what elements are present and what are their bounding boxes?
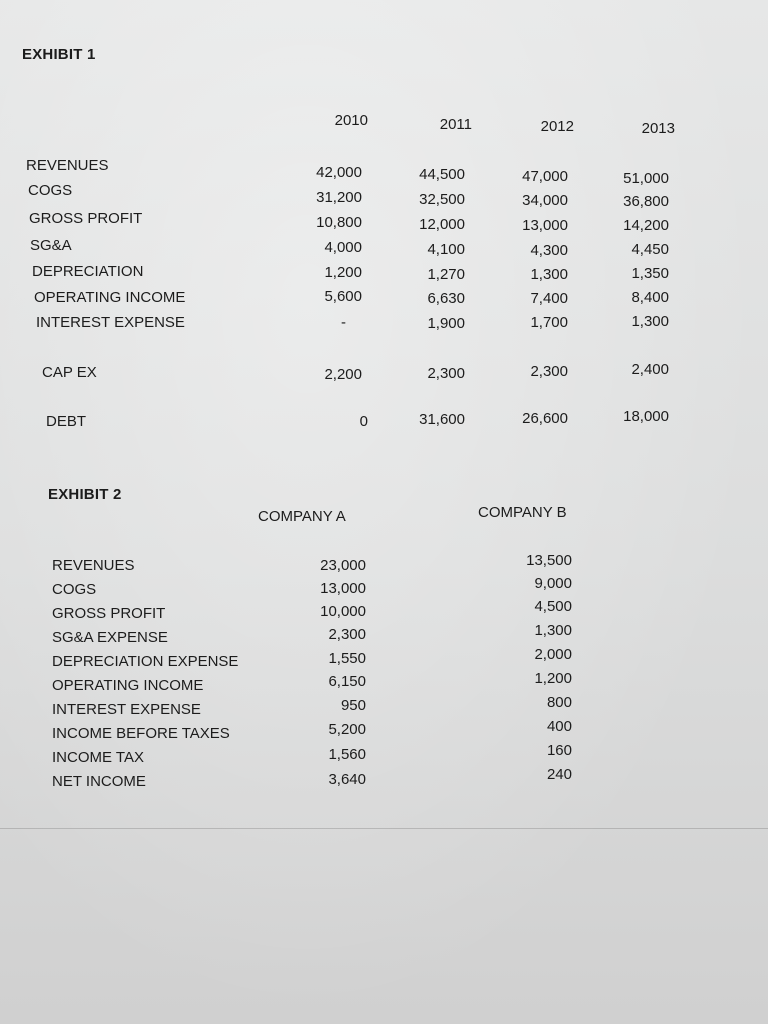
ex1-cell: 31,200	[316, 189, 362, 206]
ex1-cell: -	[341, 314, 346, 331]
ex1-row-label: COGS	[28, 182, 73, 199]
ex1-cell: 1,300	[631, 313, 669, 330]
ex1-cell: 8,400	[631, 289, 669, 306]
exhibit-2-title: EXHIBIT 2	[48, 486, 122, 503]
ex1-cell: 1,300	[530, 266, 568, 283]
company-a-cell: 1,550	[328, 650, 366, 667]
debt-cell: 18,000	[623, 408, 669, 425]
ex2-row-label: OPERATING INCOME	[52, 677, 204, 694]
ex2-row-label: GROSS PROFIT	[52, 605, 166, 622]
ex2-row-label: INCOME BEFORE TAXES	[52, 725, 230, 742]
ex1-cell: 1,350	[631, 265, 669, 282]
debt-cell: 31,600	[419, 411, 465, 428]
company-b-cell: 9,000	[534, 575, 572, 592]
company-a-header: COMPANY A	[258, 508, 346, 525]
ex1-cell: 1,900	[427, 315, 465, 332]
company-a-cell: 2,300	[328, 626, 366, 643]
ex2-row-label: NET INCOME	[52, 773, 146, 790]
company-b-cell: 13,500	[526, 552, 572, 569]
company-b-cell: 400	[546, 718, 572, 735]
ex1-cell: 7,400	[530, 290, 568, 307]
debt-cell: 0	[359, 413, 368, 430]
ex1-row-label: GROSS PROFIT	[29, 210, 143, 227]
ex1-row-label: SG&A	[30, 237, 72, 254]
ex2-row-label: COGS	[52, 581, 97, 598]
company-a-cell: 23,000	[320, 557, 366, 574]
company-a-cell: 950	[340, 697, 366, 714]
company-a-cell: 3,640	[328, 771, 366, 788]
company-b-cell: 2,000	[534, 646, 572, 663]
ex1-cell: 47,000	[522, 168, 568, 185]
company-b-cell: 240	[546, 766, 572, 783]
ex2-row-label: SG&A EXPENSE	[52, 629, 168, 646]
ex2-row-label: REVENUES	[52, 557, 135, 574]
company-a-cell: 5,200	[328, 721, 366, 738]
ex1-cell: 32,500	[419, 191, 465, 208]
ex1-cell: 34,000	[522, 192, 568, 209]
capex-cell: 2,300	[530, 363, 568, 380]
ex2-row-label: DEPRECIATION EXPENSE	[52, 653, 239, 670]
ex1-cell: 4,450	[631, 241, 669, 258]
company-a-cell: 1,560	[328, 746, 366, 763]
ex1-cell: 12,000	[419, 216, 465, 233]
debt-label: DEBT	[46, 413, 87, 430]
ex1-cell: 13,000	[522, 217, 568, 234]
ex1-cell: 4,100	[427, 241, 465, 258]
ex1-cell: 42,000	[316, 164, 362, 181]
ex2-row-label: INCOME TAX	[52, 749, 144, 766]
debt-cell: 26,600	[522, 410, 568, 427]
company-a-cell: 13,000	[320, 580, 366, 597]
ex1-row-label: OPERATING INCOME	[34, 289, 186, 306]
ex1-cell: 44,500	[419, 166, 465, 183]
company-b-cell: 800	[546, 694, 572, 711]
paper-fold-line	[0, 828, 768, 829]
company-b-cell: 1,300	[534, 622, 572, 639]
ex1-row-label: INTEREST EXPENSE	[36, 314, 185, 331]
company-a-cell: 6,150	[328, 673, 366, 690]
year-header: 2012	[540, 118, 574, 135]
capex-cell: 2,200	[324, 366, 362, 383]
company-b-cell: 1,200	[534, 670, 572, 687]
company-b-header: COMPANY B	[478, 504, 567, 521]
ex1-cell: 5,600	[324, 288, 362, 305]
year-header: 2010	[334, 112, 368, 129]
ex1-row-label: DEPRECIATION	[32, 263, 144, 280]
ex1-cell: 1,200	[324, 264, 362, 281]
ex1-cell: 4,300	[530, 242, 568, 259]
ex1-cell: 4,000	[324, 239, 362, 256]
capex-cell: 2,400	[631, 361, 669, 378]
ex1-cell: 51,000	[623, 170, 669, 187]
company-b-cell: 160	[546, 742, 572, 759]
ex1-cell: 10,800	[316, 214, 362, 231]
ex2-row-label: INTEREST EXPENSE	[52, 701, 201, 718]
exhibit-1-title: EXHIBIT 1	[22, 46, 96, 63]
year-header: 2013	[641, 120, 675, 137]
company-b-cell: 4,500	[534, 598, 572, 615]
ex1-cell: 36,800	[623, 193, 669, 210]
ex1-cell: 6,630	[427, 290, 465, 307]
company-a-cell: 10,000	[320, 603, 366, 620]
ex1-cell: 1,270	[427, 266, 465, 283]
ex1-cell: 14,200	[623, 217, 669, 234]
capex-label: CAP EX	[42, 364, 97, 381]
ex1-row-label: REVENUES	[26, 157, 109, 174]
capex-cell: 2,300	[427, 365, 465, 382]
year-header: 2011	[439, 116, 472, 133]
ex1-cell: 1,700	[530, 314, 568, 331]
